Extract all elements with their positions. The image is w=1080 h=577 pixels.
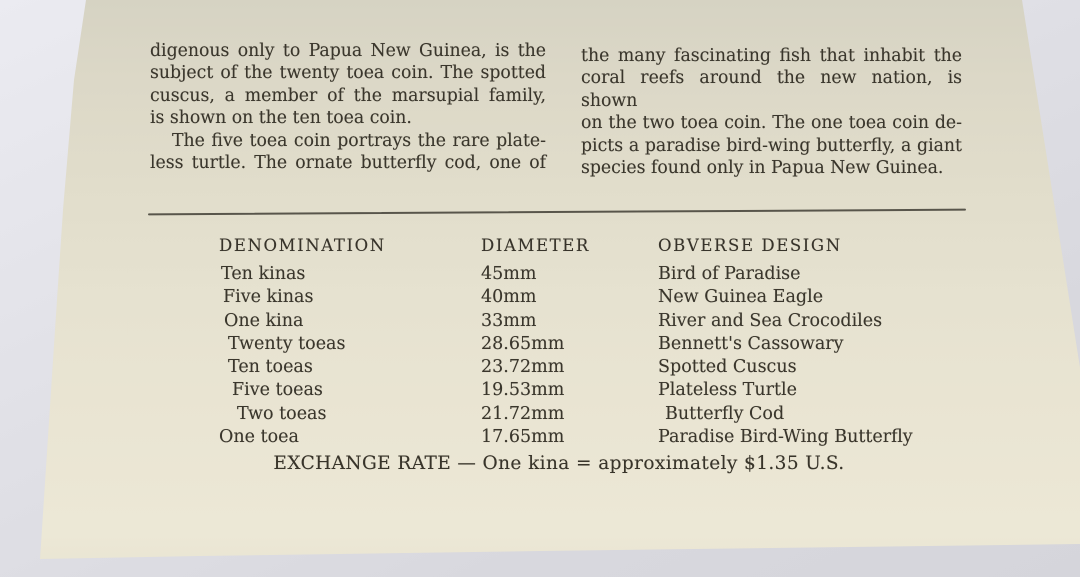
cell-denomination: Five kinas	[223, 287, 314, 308]
table-row	[219, 263, 988, 286]
cell-diameter: 40mm	[481, 287, 537, 308]
text-line: is shown on the ten toea coin.	[150, 108, 412, 129]
cell-design: Spotted Cuscus	[658, 357, 797, 378]
table-row	[219, 310, 988, 333]
cell-denomination: Ten kinas	[221, 264, 306, 284]
text-line: picts a paradise bird-wing butterfly, a giant	[581, 135, 962, 156]
cell-design: Plateless Turtle	[658, 380, 797, 401]
text-line: the many fascinating fish that inhabit the	[581, 46, 962, 66]
cell-design: Bird of Paradise	[658, 264, 801, 284]
text-line: species found only in Papua New Guinea.	[581, 158, 944, 179]
table-row	[219, 379, 988, 402]
coin-spec-table	[219, 236, 988, 449]
table-row	[219, 403, 988, 426]
cell-denomination: One kina	[224, 310, 304, 331]
right-text-column	[581, 45, 962, 179]
text-line: digenous only to Papua New Guinea, is the	[150, 41, 546, 61]
cell-diameter: 21.72mm	[481, 403, 565, 424]
cell-denomination: One toea	[219, 427, 299, 448]
table-row	[219, 356, 988, 379]
cell-denomination: Ten toeas	[228, 357, 313, 378]
cell-design: New Guinea Eagle	[658, 287, 824, 308]
cell-design: Bennett's Cassowary	[658, 333, 844, 354]
exchange-rate-line: EXCHANGE RATE — One kina = approximately $1.35 U.S.	[273, 453, 845, 474]
text-line: less turtle. The ornate butterfly cod, one of	[150, 153, 546, 174]
cell-diameter: 33mm	[481, 310, 537, 331]
cell-diameter: 45mm	[481, 264, 537, 284]
cell-denomination: Twenty toeas	[228, 333, 346, 354]
divider-rule	[148, 209, 966, 216]
cell-design: Butterfly Cod	[665, 403, 785, 424]
header-diameter: DIAMETER	[481, 236, 590, 255]
text-line: The five toea coin portrays the rare plate-	[172, 130, 546, 151]
cell-diameter: 28.65mm	[481, 333, 565, 354]
header-denomination: DENOMINATION	[219, 236, 386, 255]
text-line: coral reefs around the new nation, is shown	[581, 68, 962, 111]
table-row	[219, 333, 988, 356]
header-obverse-design: OBVERSE DESIGN	[658, 236, 842, 255]
cell-denomination: Two toeas	[237, 403, 327, 424]
text-line: subject of the twenty toea coin. The spotted	[150, 63, 546, 84]
table-header-row	[219, 236, 988, 255]
cell-diameter: 17.65mm	[481, 427, 565, 448]
text-line: on the two toea coin. The one toea coin de-	[581, 113, 962, 134]
text-line: cuscus, a member of the marsupial family,	[150, 85, 546, 106]
cell-diameter: 19.53mm	[481, 380, 565, 401]
cell-design: Paradise Bird-Wing Butterfly	[658, 427, 913, 448]
cell-design: River and Sea Crocodiles	[658, 310, 883, 331]
cell-denomination: Five toeas	[232, 380, 323, 401]
left-text-column	[150, 40, 546, 174]
table-row	[219, 286, 988, 309]
table-row	[219, 426, 988, 449]
cell-diameter: 23.72mm	[481, 357, 565, 378]
